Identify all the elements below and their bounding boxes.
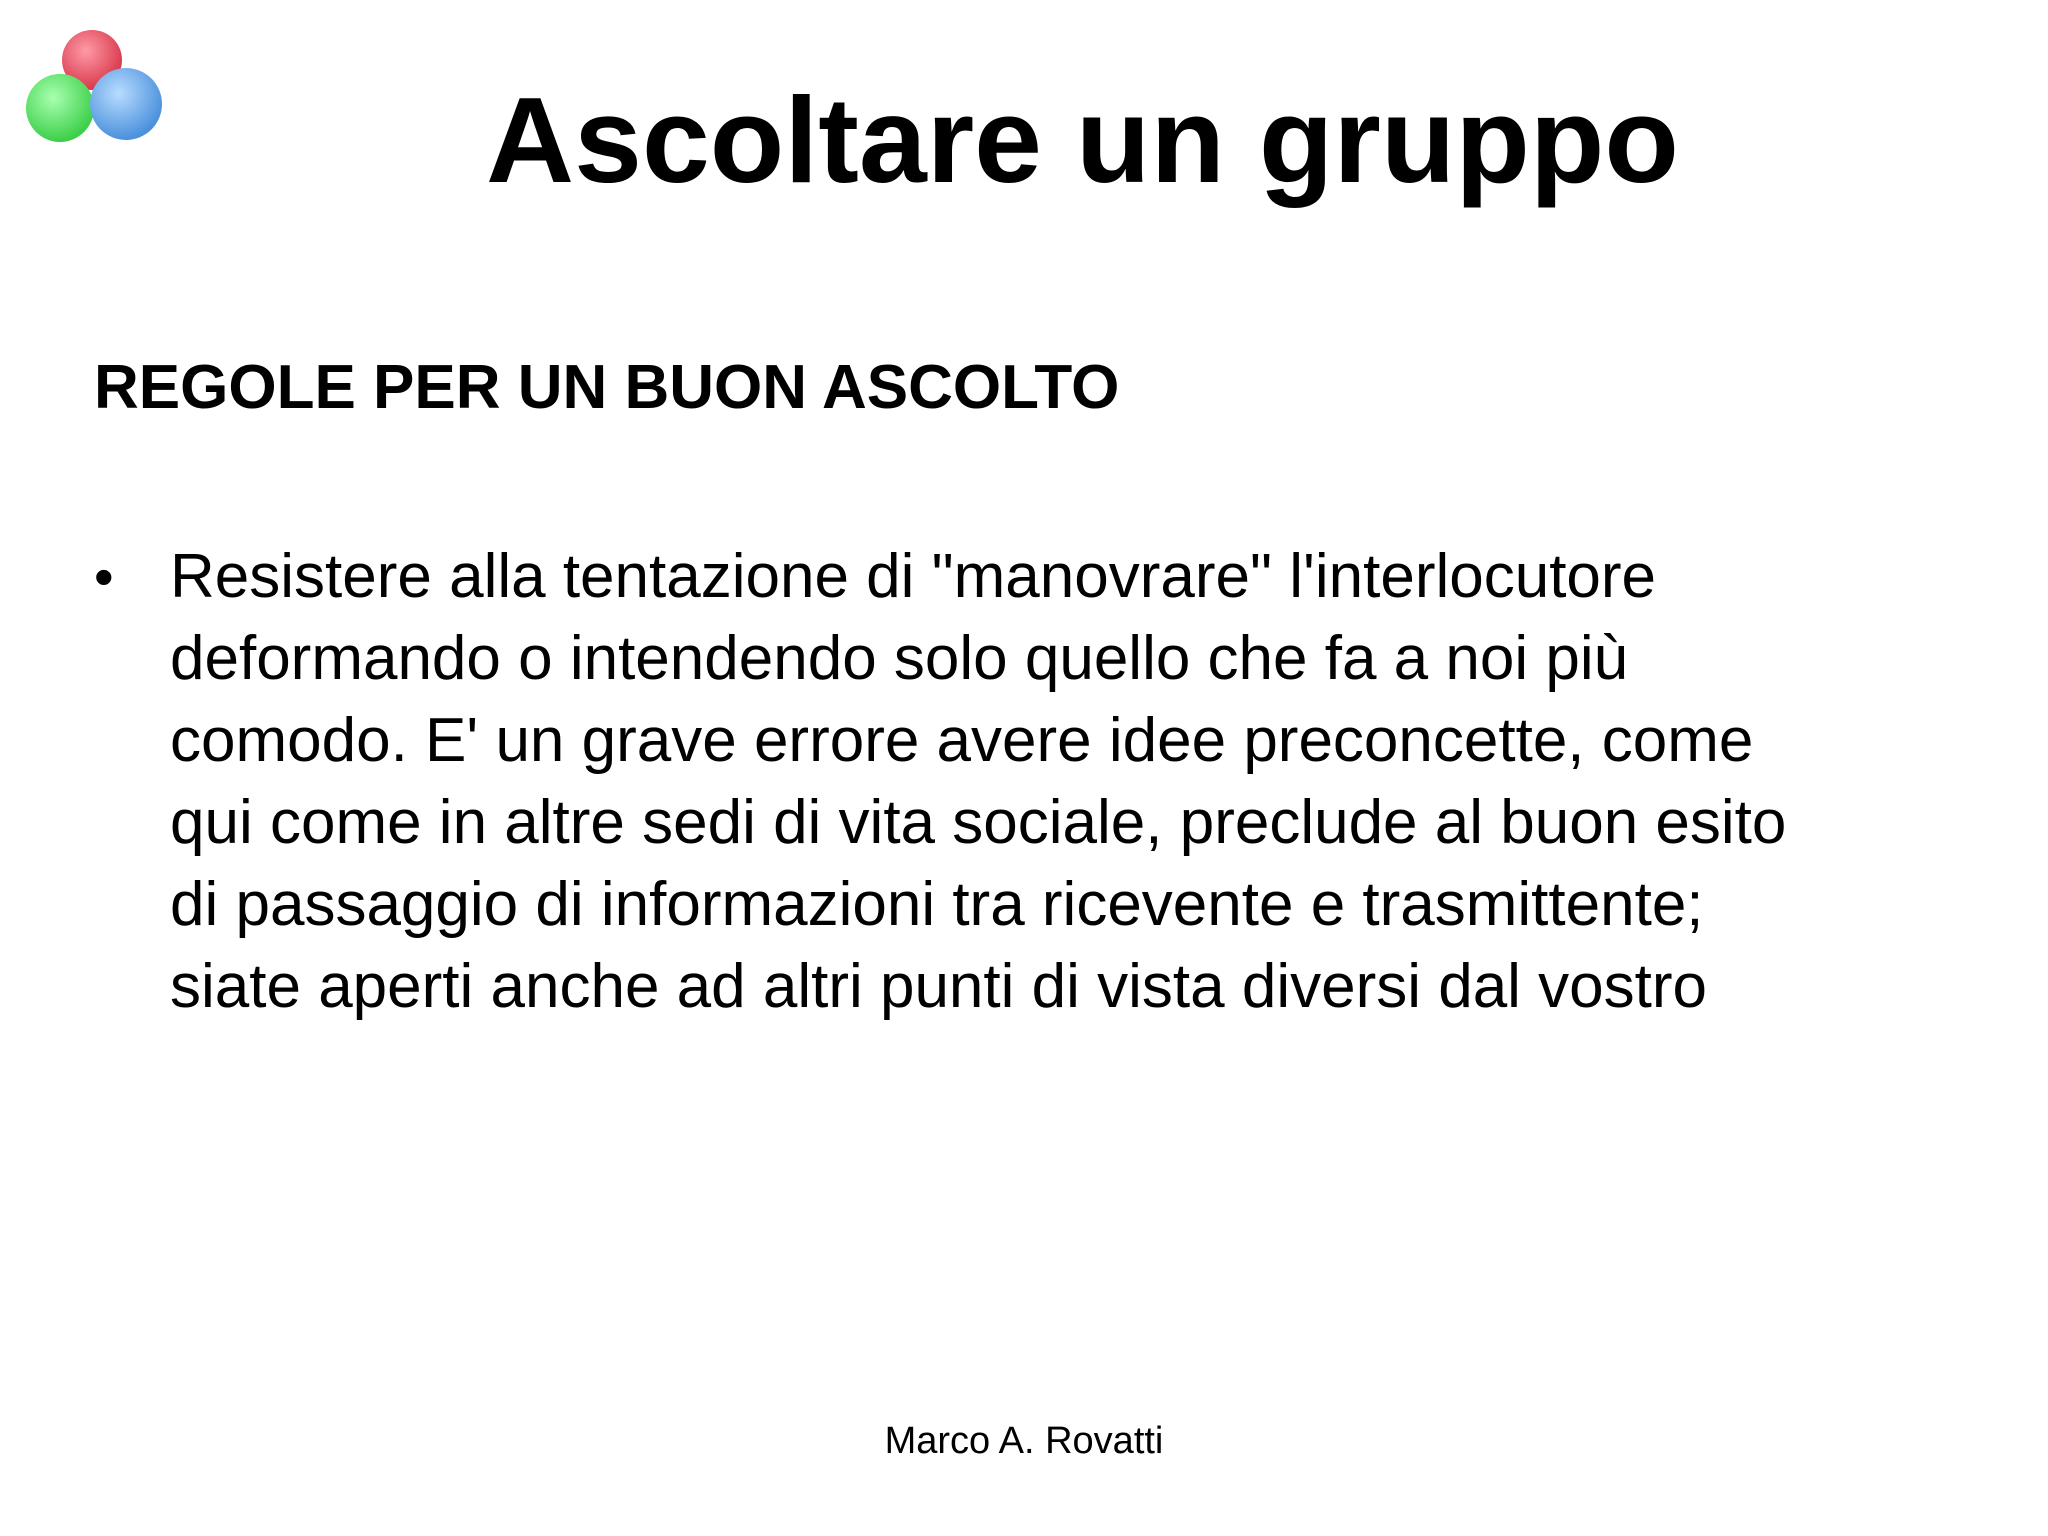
bullet-marker: • [94, 545, 114, 608]
bullet-line: deformando o intendendo solo quello che fa a noi più [170, 624, 1629, 693]
bullet-list [94, 536, 1994, 1028]
blue-gumdrop-icon [90, 68, 162, 140]
bullet-line: siate aperti anche ad altri punti di vista diversi dal vostro [170, 952, 1708, 1021]
bullet-line: comodo. E' un grave errore avere idee preconcette, come [170, 706, 1754, 775]
bullet-line: Resistere alla tentazione di "manovrare" l'interlocutore [170, 542, 1657, 611]
green-gumdrop-icon [26, 74, 94, 142]
bullet-text [170, 536, 1994, 1028]
slide-footer-author: Marco A. Rovatti [884, 1420, 1164, 1462]
slide-subtitle: REGOLE PER UN BUON ASCOLTO [94, 353, 1120, 422]
bullet-line: di passaggio di informazioni tra ricevente e trasmittente; [170, 870, 1704, 939]
bullet-item [94, 536, 1994, 1028]
bullet-line: qui come in altre sedi di vita sociale, preclude al buon esito [170, 788, 1787, 857]
gumdrops-logo-icon [14, 24, 174, 154]
slide-title: Ascoltare un gruppo [486, 72, 1679, 208]
